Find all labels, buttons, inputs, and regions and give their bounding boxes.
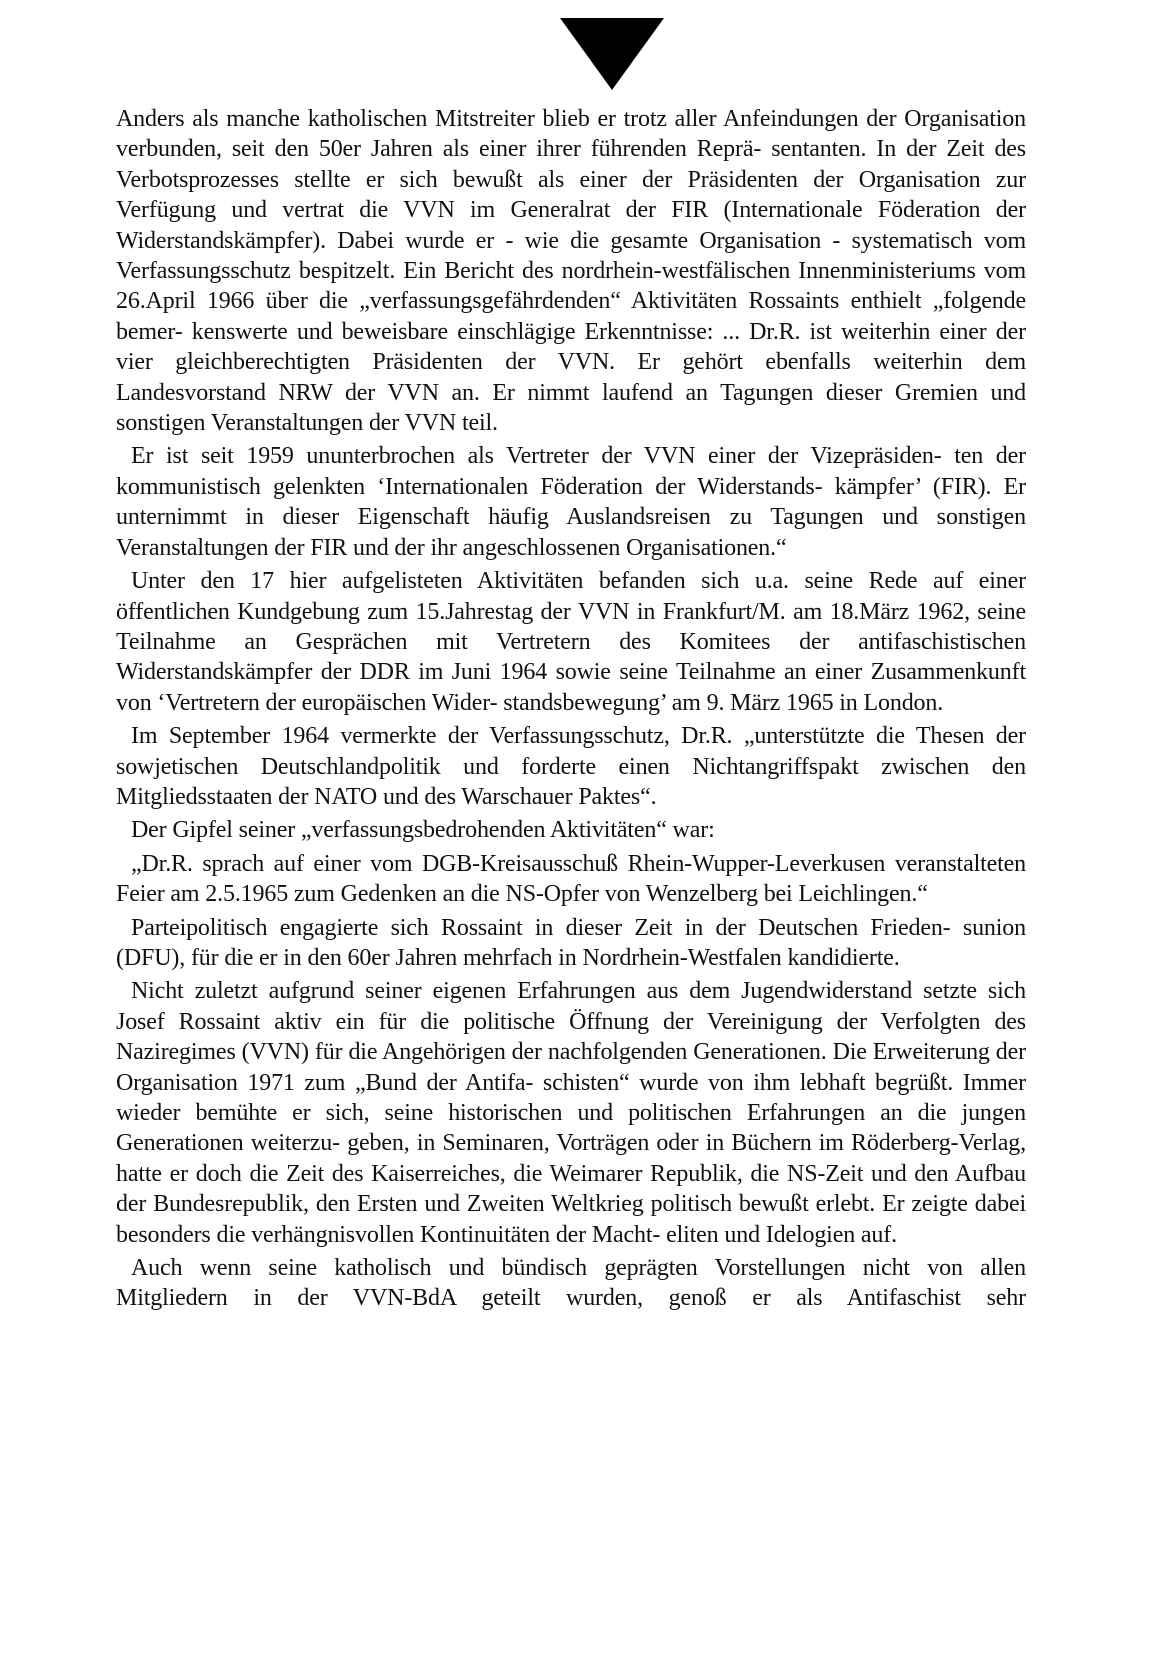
paragraph-3: Unter den 17 hier aufgelisteten Aktivitäten befanden sich u.a. seine Rede auf einer öffentlichen Kundgebung zum 15.Jahrestag der VVN in Frankfurt/M. am 18.März 1962, seine Teilnahme an Gesprächen mit Vertretern des Komitees der antifaschistischen Widerstandskämpfer der DDR im Juni 1964 sowie seine Teilnahme an einer Zusammenkunft von ‘Vertretern der europäischen Wider- standsbewegung’ am 9. März 1965 in London. [116,568,1026,716]
down-triangle-icon [560,18,664,90]
paragraph-2: Er ist seit 1959 ununterbrochen als Vertreter der VVN einer der Vizepräsiden- ten der kommunistisch gelenkten ‘Internationalen Föderation der Widerstands- kämpfer’ (FIR). Er unternimmt in dieser Eigenschaft häufig Auslandsreisen zu Tagungen und sonstigen Veranstaltungen der FIR und der ihr angeschlossenen Organisationen.“ [116,443,1026,561]
paragraph-5: Der Gipfel seiner „verfassungsbedrohenden Aktivitäten“ war: [131,817,715,844]
paragraph-6: „Dr.R. sprach auf einer vom DGB-Kreisausschuß Rhein-Wupper-Leverkusen veranstalteten Feier am 2.5.1965 zum Gedenken an die NS-Opfer von Wenzelberg bei Leichlingen.“ [116,850,1026,908]
paragraph-8: Nicht zuletzt aufgrund seiner eigenen Erfahrungen aus dem Jugendwiderstand setzte sich Josef Rossaint aktiv ein für die politische Öffnung der Vereinigung der Verfolgten des Naziregimes (VVN) für die Angehörigen der nachfolgenden Generationen. Die Erweiterung der Organisation 1971 zum „Bund der Antifa- schisten“ wurde von ihm lebhaft begrüßt. Immer wieder bemühte er sich, seine historischen und politischen Erfahrungen an die jungen Generationen weiterzu- geben, in Seminaren, Vorträgen oder in Büchern im Röderberg-Verlag, hatte er doch die Zeit des Kaiserreiches, die Weimarer Republik, die NS-Zeit und den Aufbau der Bundesrepublik, den Ersten und Zweiten Weltkrieg politisch bewußt erlebt. Er zeigte dabei besonders die verhängnisvollen Kontinuitäten der Macht- eliten und Idelogien auf. [116,978,1026,1248]
paragraph-1: Anders als manche katholischen Mitstreiter blieb er trotz aller Anfeindungen der Organisation verbunden, seit den 50er Jahren als einer ihrer führenden Reprä- sentanten. In der Zeit des Verbotsprozesses stellte er sich bewußt als einer der Präsidenten der Organisation zur Verfügung und vertrat die VVN im Generalrat der FIR (Internationale Föderation der Widerstandskämpfer). Dabei wurde er - wie die gesamte Organisation - systematisch vom Verfassungsschutz bespitzelt. Ein Bericht des nordrhein-westfälischen Innenministeriums vom 26.April 1966 über die „verfassungsgefährdenden“ Aktivitäten Rossaints enthielt „folgende bemer- kenswerte und beweisbare einschlägige Erkenntnisse: ... Dr.R. ist weiterhin einer der vier gleichberechtigten Präsidenten der VVN. Er gehört ebenfalls weiterhin dem Landesvorstand NRW der VVN an. Er nimmt laufend an Tagungen dieser Gremien und sonstigen Veranstaltungen der VVN teil. [116,106,1026,437]
paragraph-7: Parteipolitisch engagierte sich Rossaint in dieser Zeit in der Deutschen Frieden- sunion (DFU), für die er in den 60er Jahren mehrfach in Nordrhein-Westfalen kandidierte. [116,914,1026,971]
paragraph-9: Auch wenn seine katholisch und bündisch geprägten Vorstellungen nicht von allen Mitgliedern in der VVN-BdA geteilt wurden, genoß er als Antifaschist sehr [116,1255,1026,1312]
paragraph-4: Im September 1964 vermerkte der Verfassungsschutz, Dr.R. „unterstützte die Thesen der sowjetischen Deutschlandpolitik und forderte einen Nichtangriffspakt zwischen den Mitgliedsstaaten der NATO und des Warschauer Paktes“. [116,723,1026,810]
body-text [116,104,1026,1317]
